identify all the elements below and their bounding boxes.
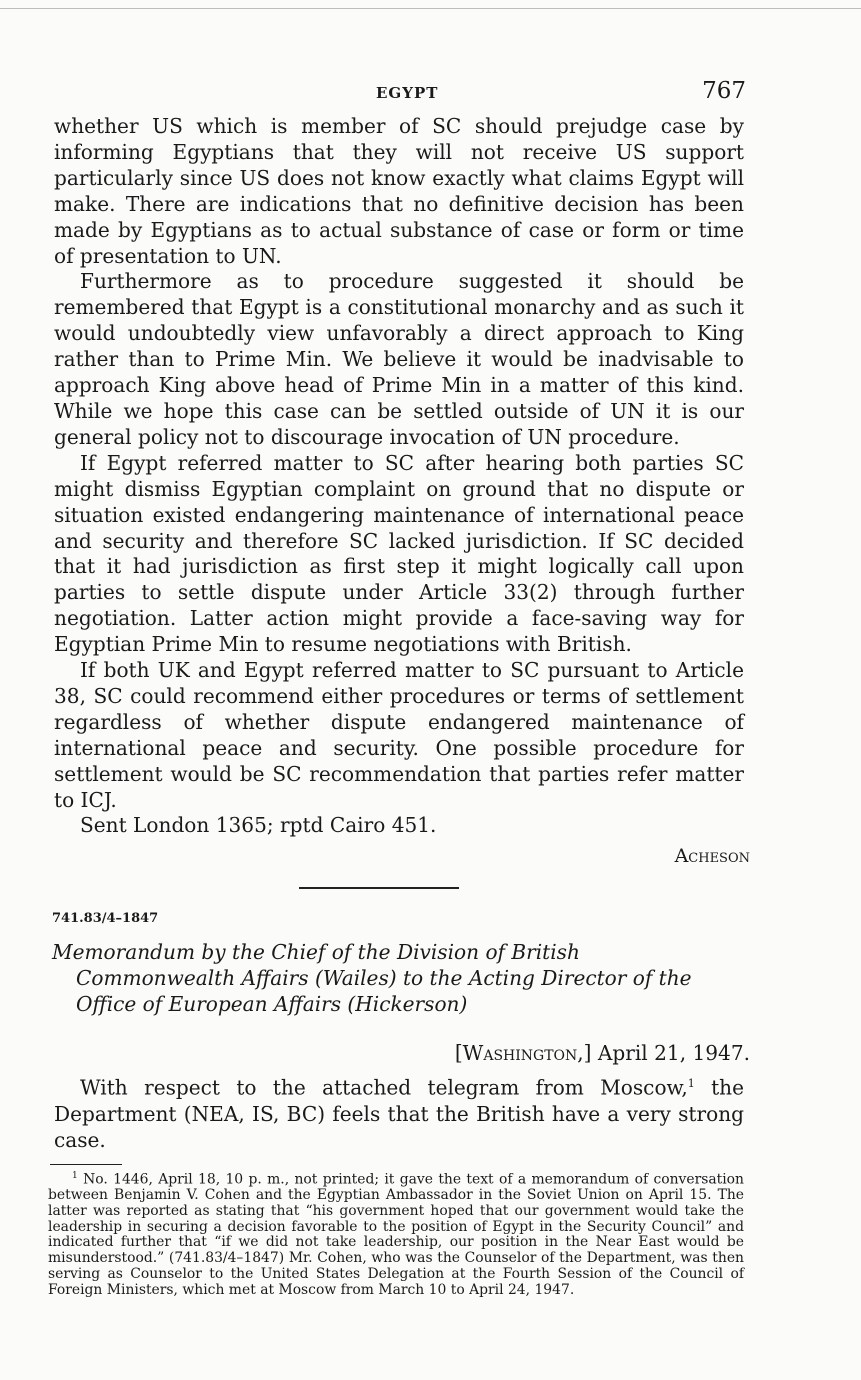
footnote-reference: 1 (687, 1077, 695, 1091)
memo-title: Memorandum by the Chief of the Division of British Commonwealth Affairs (Wailes) to the Acting Director of the Office of European Affairs (Hickerson) (52, 940, 692, 1017)
dateline-place: [Washington,] (454, 1041, 592, 1066)
footnote (48, 1169, 744, 1299)
document-reference: 741.83/4–1847 (52, 911, 159, 927)
memo-text-end: the Department (NEA, IS, BC) feels that the British have a very strong case. (54, 1075, 745, 1152)
scan-edge-line (0, 8, 861, 9)
memo-text-start: With respect to the attached telegram from Moscow, (80, 1075, 688, 1100)
document-page (48, 74, 750, 1299)
running-head: EGYPT (376, 84, 439, 102)
page-number: 767 (702, 78, 746, 104)
section-divider (299, 887, 459, 889)
footnote-text: No. 1446, April 18, 10 p. m., not printed; it gave the text of a memorandum of conversation between Benjamin V. Cohen and the Egyptian Ambassador in the Soviet Union on April 15. The latter was reported as stating that “his government hoped that our government would take the leadership in securing a decision favorable to the position of Egypt in the Security Council” and indicated further that “if we did not take leadership, our position in the Near East would be misunderstood.” (741.83/4–1847) Mr. Cohen, who was the Counselor of the Department, was then serving as Counselor to the United States Delegation at the Fourth Session of the Council of Foreign Ministers, which met at Moscow from March 10 to April 24, 1947. (48, 1171, 744, 1298)
dateline-date: April 21, 1947. (597, 1041, 750, 1066)
signature: Acheson (674, 845, 750, 868)
memo-paragraph (54, 1071, 744, 1153)
telegram-body (54, 114, 744, 839)
dateline (54, 1041, 750, 1065)
page-header (54, 74, 744, 114)
footnote-rule (50, 1164, 122, 1165)
paragraph-2: Furthermore as to procedure suggested it should be remembered that Egypt is a constitutional monarchy and as such it would undoubtedly view unfavorably a direct approach to King rather than to Prime Min. We believe it would be inadvisable to approach King above head of Prime Min in a matter of this kind. While we hope this case can be settled outside of UN it is our general policy not to discourage invocation of UN procedure. (54, 269, 744, 449)
paragraph-5: Sent London 1365; rptd Cairo 451. (80, 813, 437, 838)
paragraph-4: If both UK and Egypt referred matter to SC pursuant to Article 38, SC could recommend either procedures or terms of settlement regardless of whether dispute endangered maintenance of international peace and security. One possible procedure for settlement would be SC recommendation that parties refer matter to ICJ. (54, 658, 744, 812)
paragraph-3: If Egypt referred matter to SC after hearing both parties SC might dismiss Egyptian complaint on ground that no dispute or situation existed endangering maintenance of international peace and security and therefore SC lacked jurisdiction. If SC decided that it had jurisdiction as first step it might logically call upon parties to settle dispute under Article 33(2) through further negotiation. Latter action might provide a face-saving way for Egyptian Prime Min to resume negotiations with British. (54, 450, 744, 657)
paragraph-1: whether US which is member of SC should prejudge case by informing Egyptians that they will not receive US support particularly since US does not know exactly what claims Egypt will make. There are indications that no definitive decision has been made by Egyptians as to actual substance of case or form or time of presentation to UN. (54, 114, 744, 268)
memo-body (54, 1071, 744, 1153)
footnote-marker: 1 (72, 1170, 78, 1181)
